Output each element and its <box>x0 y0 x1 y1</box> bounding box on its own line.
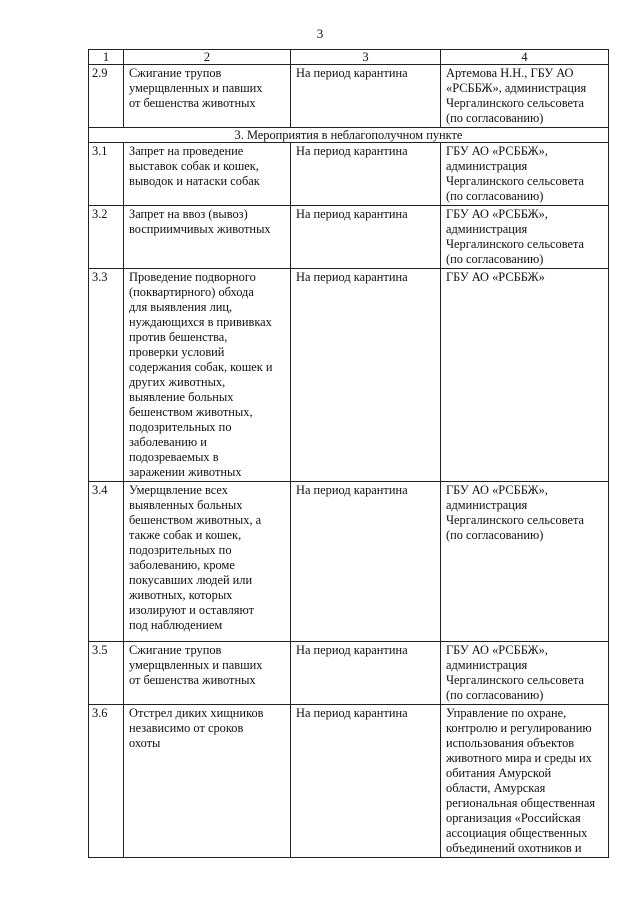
item-number: 3.3 <box>89 269 124 482</box>
item-number: 3.6 <box>89 705 124 858</box>
measure-text: Отстрел диких хищников независимо от сроков охоты <box>124 705 291 858</box>
column-header: 3 <box>291 50 441 65</box>
term-text: На период карантина <box>291 482 441 642</box>
responsible-text: ГБУ АО «РСББЖ», администрация Чергалинского сельсовета (по согласованию) <box>441 206 609 269</box>
item-number: 3.4 <box>89 482 124 642</box>
responsible-text: Артемова Н.Н., ГБУ АО «РСББЖ», администрация Чергалинского сельсовета (по согласованию) <box>441 65 609 128</box>
table-row <box>89 642 609 705</box>
measure-text: Сжигание трупов умерщвленных и павших от бешенства животных <box>124 65 291 128</box>
measure-text: Умерщвление всех выявленных больных бешенством животных, а также собак и кошек, подозрительных по заболеванию, кроме покусавших людей или животных, которых изолируют и оставляют под наблюдением <box>124 482 291 642</box>
responsible-text: Управление по охране, контролю и регулированию использования объектов животного мира и среды их обитания Амурской области, Амурская региональная общественная организация «Российская ассоциация общественных объединений охотников и <box>441 705 609 858</box>
table-row <box>89 143 609 206</box>
measure-text: Сжигание трупов умерщвленных и павших от бешенства животных <box>124 642 291 705</box>
term-text: На период карантина <box>291 705 441 858</box>
section-header-row <box>89 128 609 143</box>
responsible-text: ГБУ АО «РСББЖ», администрация Чергалинского сельсовета (по согласованию) <box>441 143 609 206</box>
measure-text: Запрет на ввоз (вывоз) восприимчивых животных <box>124 206 291 269</box>
term-text: На период карантина <box>291 642 441 705</box>
column-header: 1 <box>89 50 124 65</box>
term-text: На период карантина <box>291 206 441 269</box>
measure-text: Запрет на проведение выставок собак и кошек, выводок и натаски собак <box>124 143 291 206</box>
responsible-text: ГБУ АО «РСББЖ» <box>441 269 609 482</box>
column-header: 4 <box>441 50 609 65</box>
measures-table <box>88 49 609 858</box>
column-header: 2 <box>124 50 291 65</box>
term-text: На период карантина <box>291 65 441 128</box>
item-number: 3.1 <box>89 143 124 206</box>
responsible-text: ГБУ АО «РСББЖ», администрация Чергалинского сельсовета (по согласованию) <box>441 642 609 705</box>
table-row <box>89 705 609 858</box>
section-title: 3. Мероприятия в неблагополучном пункте <box>89 128 609 143</box>
page-number: 3 <box>316 26 324 41</box>
table-row <box>89 65 609 128</box>
term-text: На период карантина <box>291 269 441 482</box>
item-number: 3.2 <box>89 206 124 269</box>
measure-text: Проведение подворного (поквартирного) обхода для выявления лиц, нуждающихся в прививках против бешенства, проверки условий содержания собак, кошек и других животных, выявление больных бешенством животных, подозрительных по заболеванию и подозреваемых в заражении животных <box>124 269 291 482</box>
table-row <box>89 206 609 269</box>
table-header-row <box>89 50 609 65</box>
table-row <box>89 269 609 482</box>
table-row <box>89 482 609 642</box>
term-text: На период карантина <box>291 143 441 206</box>
responsible-text: ГБУ АО «РСББЖ», администрация Чергалинского сельсовета (по согласованию) <box>441 482 609 642</box>
item-number: 3.5 <box>89 642 124 705</box>
item-number: 2.9 <box>89 65 124 128</box>
